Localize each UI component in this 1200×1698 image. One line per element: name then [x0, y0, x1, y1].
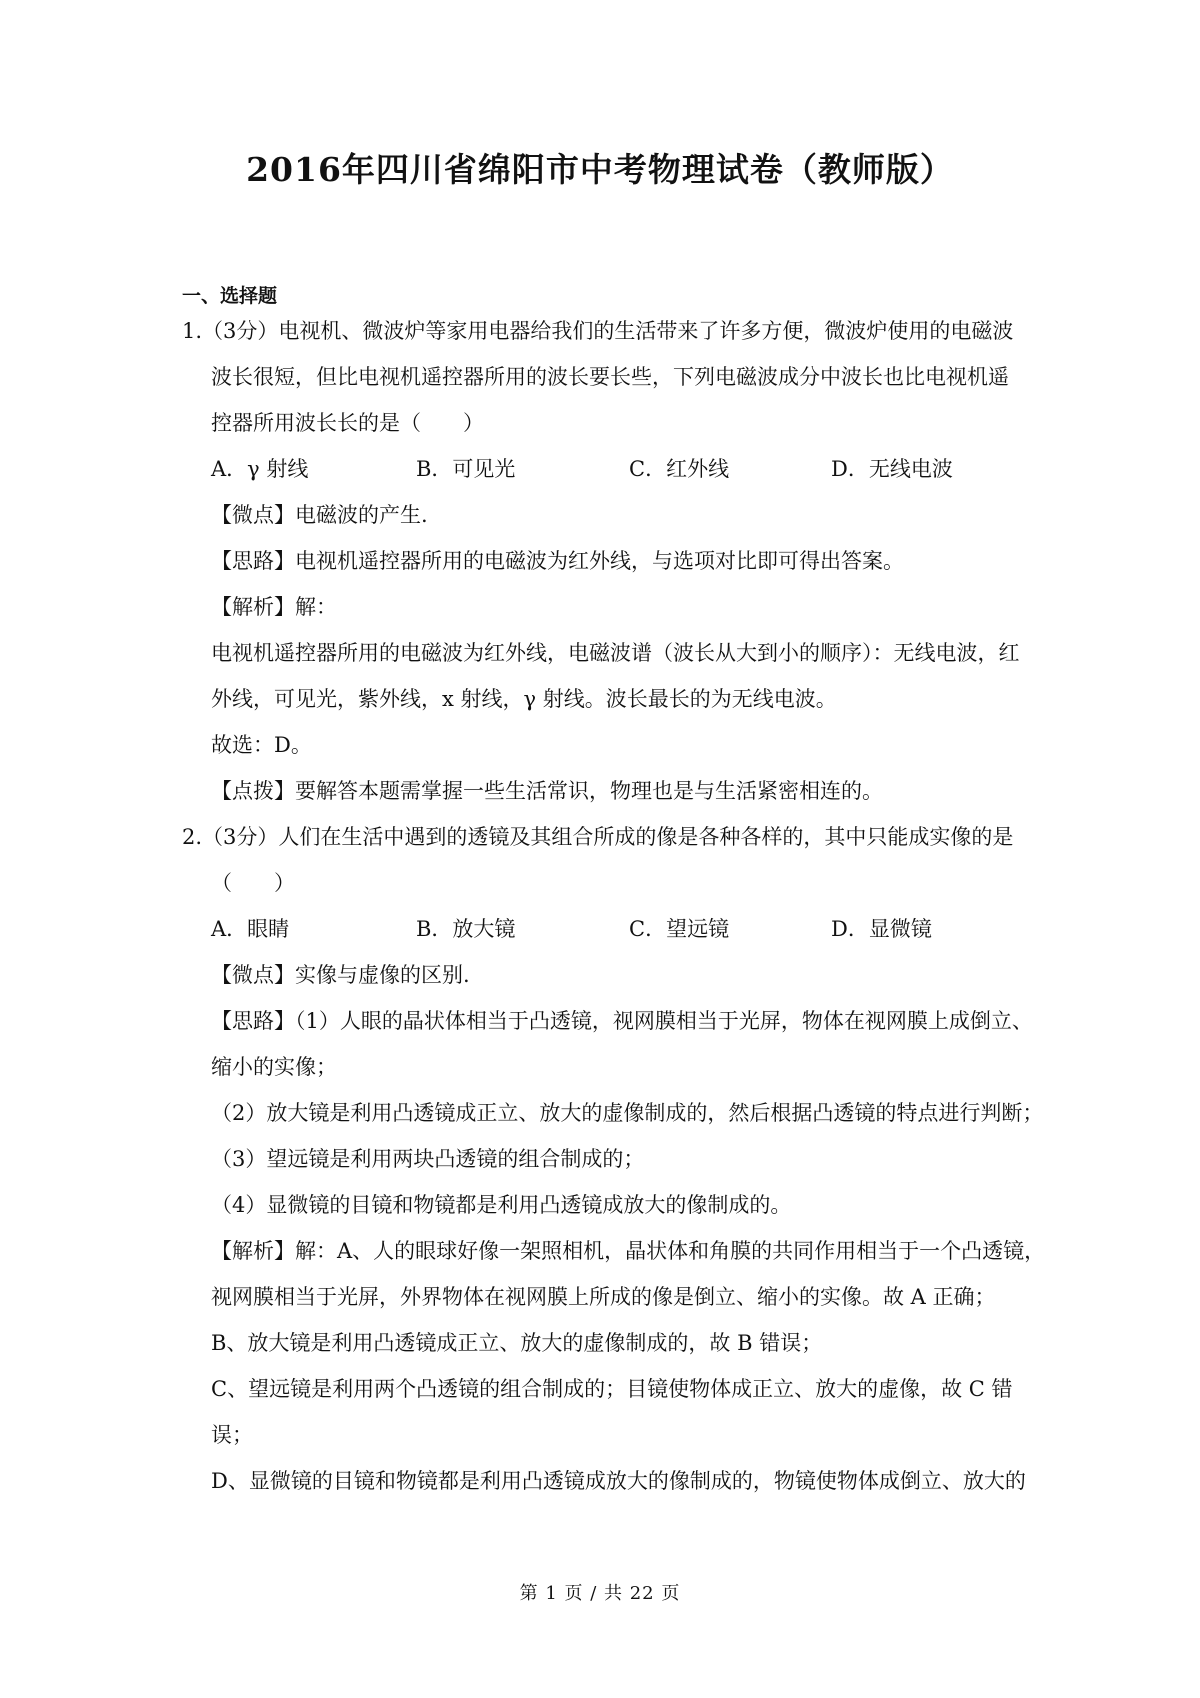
q2-silu-line-4: （3）望远镜是利用两块凸透镜的组合制成的；: [211, 1147, 645, 1171]
q1-answer: 故选：D。: [211, 733, 312, 757]
q2-silu-line-1: 【思路】（1）人眼的晶状体相当于凸透镜，视网膜相当于光屏，物体在视网膜上成倒立、: [211, 1009, 1033, 1033]
q2-weidian: 【微点】实像与虚像的区别.: [211, 963, 470, 987]
q2-jiexi-line-3: B、放大镜是利用凸透镜成正立、放大的虚像制成的，故 B 错误；: [211, 1331, 823, 1355]
q2-jiexi-line-4: C、望远镜是利用两个凸透镜的组合制成的；目镜使物体成正立、放大的虚像，故 C 错: [211, 1377, 1013, 1401]
q1-option-d: D．无线电波: [831, 457, 953, 481]
q1-stem-line-3: 控器所用波长长的是（ ）: [211, 411, 484, 435]
page-title: 2016年四川省绵阳市中考物理试卷（教师版）: [246, 150, 954, 189]
q1-dianbo: 【点拨】要解答本题需掌握一些生活常识，物理也是与生活紧密相连的。: [211, 779, 883, 803]
q1-option-b: B．可见光: [416, 457, 516, 481]
page-footer: 第 1 页 / 共 22 页: [519, 1583, 681, 1604]
q2-silu-line-3: （2）放大镜是利用凸透镜成正立、放大的虚像制成的，然后根据凸透镜的特点进行判断；: [211, 1101, 1044, 1125]
q2-option-d: D．显微镜: [831, 917, 932, 941]
q2-option-b: B．放大镜: [416, 917, 516, 941]
q1-option-c: C．红外线: [629, 457, 730, 481]
q2-jiexi-line-5: 误；: [211, 1423, 253, 1447]
q1-jiexi-line-2: 外线，可见光，紫外线，x 射线，γ 射线。波长最长的为无线电波。: [211, 687, 837, 711]
q2-stem-line-1: 2.（3分）人们在生活中遇到的透镜及其组合所成的像是各种各样的，其中只能成实像的是: [182, 825, 1014, 849]
q1-jiexi-label: 【解析】解：: [211, 595, 337, 619]
q2-jiexi-line-6: D、显微镜的目镜和物镜都是利用凸透镜成放大的像制成的，物镜使物体成倒立、放大的: [211, 1469, 1026, 1493]
q2-silu-line-5: （4）显微镜的目镜和物镜都是利用凸透镜成放大的像制成的。: [211, 1193, 792, 1217]
q1-silu: 【思路】电视机遥控器所用的电磁波为红外线，与选项对比即可得出答案。: [211, 549, 904, 573]
q2-jiexi-line-2: 视网膜相当于光屏，外界物体在视网膜上所成的像是倒立、缩小的实像。故 A 正确；: [211, 1285, 996, 1309]
q1-jiexi-line-1: 电视机遥控器所用的电磁波为红外线，电磁波谱（波长从大到小的顺序）：无线电波，红: [211, 641, 1020, 665]
section-heading: 一、选择题: [182, 285, 278, 307]
q2-option-a: A．眼睛: [211, 917, 290, 941]
q2-stem-line-2: （ ）: [211, 871, 295, 895]
q1-stem-line-2: 波长很短，但比电视机遥控器所用的波长要长些，下列电磁波成分中波长也比电视机遥: [211, 365, 1009, 389]
q2-option-c: C．望远镜: [629, 917, 730, 941]
q1-options: [211, 453, 1011, 485]
q2-options: [211, 913, 1011, 945]
q1-stem-line-1: 1.（3分）电视机、微波炉等家用电器给我们的生活带来了许多方便，微波炉使用的电磁波: [182, 319, 1014, 343]
q1-weidian: 【微点】电磁波的产生.: [211, 503, 428, 527]
q1-option-a: A．γ 射线: [211, 457, 309, 481]
q2-jiexi-line-1: 【解析】解：A、人的眼球好像一架照相机，晶状体和角膜的共同作用相当于一个凸透镜，: [211, 1239, 1046, 1263]
q2-silu-line-2: 缩小的实像；: [211, 1055, 337, 1079]
